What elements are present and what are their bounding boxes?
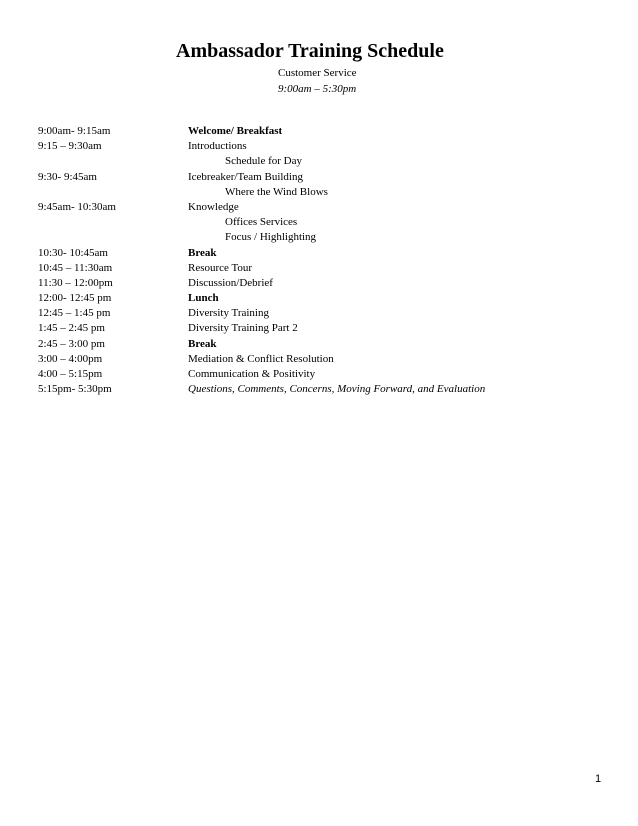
schedule-activity: Introductions bbox=[188, 140, 247, 153]
schedule-activity: Resource Tour bbox=[188, 261, 253, 274]
schedule-subitem: Offices Services bbox=[225, 216, 298, 229]
schedule-time: 4:00 – 5:15pm bbox=[38, 368, 103, 380]
schedule-time: 11:30 – 12:00pm bbox=[38, 276, 113, 289]
schedule-time: 5:15pm- 5:30pm bbox=[38, 383, 112, 396]
schedule-time: 1:45 – 2:45 pm bbox=[38, 322, 105, 335]
schedule-row bbox=[0, 382, 638, 397]
schedule-activity: Communication & Positivity bbox=[188, 368, 316, 380]
schedule-activity: Discussion/Debrief bbox=[188, 276, 273, 289]
schedule-subitem-row bbox=[0, 154, 638, 169]
schedule-time: 12:45 – 1:45 pm bbox=[38, 307, 111, 320]
schedule-row bbox=[0, 367, 638, 382]
schedule-activity: Welcome/ Breakfast bbox=[188, 125, 283, 137]
schedule-time: 10:30- 10:45am bbox=[38, 246, 108, 259]
document-title: Ambassador Training Schedule bbox=[176, 40, 444, 62]
schedule-subitem: Where the Wind Blows bbox=[225, 185, 328, 198]
schedule-time: 12:00- 12:45 pm bbox=[38, 292, 112, 305]
schedule-activity: Questions, Comments, Concerns, Moving Forward, and Evaluation bbox=[188, 383, 486, 396]
schedule-activity: Lunch bbox=[188, 292, 219, 305]
schedule-activity: Break bbox=[188, 337, 217, 350]
schedule-time: 9:45am- 10:30am bbox=[38, 200, 116, 213]
schedule-row bbox=[0, 276, 638, 291]
schedule-activity: Knowledge bbox=[188, 200, 239, 213]
schedule-activity: Break bbox=[188, 246, 217, 259]
schedule-subitem-row bbox=[0, 230, 638, 245]
schedule-time: 9:30- 9:45am bbox=[38, 170, 97, 183]
schedule-subitem-row bbox=[0, 215, 638, 230]
schedule-time: 2:45 – 3:00 pm bbox=[38, 337, 105, 350]
schedule-row bbox=[0, 200, 638, 215]
schedule-subitem-row bbox=[0, 185, 638, 200]
schedule-row bbox=[0, 291, 638, 306]
schedule-subitem: Focus / Highlighting bbox=[225, 231, 317, 244]
schedule-time: 3:00 – 4:00pm bbox=[38, 352, 103, 365]
schedule-activity: Icebreaker/Team Building bbox=[188, 170, 303, 183]
schedule-row bbox=[0, 170, 638, 185]
schedule-activity: Diversity Training Part 2 bbox=[188, 322, 298, 335]
schedule-row bbox=[0, 352, 638, 367]
schedule-row bbox=[0, 321, 638, 336]
schedule-list bbox=[0, 124, 638, 397]
schedule-time: 10:45 – 11:30am bbox=[38, 261, 113, 274]
schedule-row bbox=[0, 139, 638, 154]
schedule-activity: Diversity Training bbox=[188, 307, 269, 320]
document-subtitle: Customer Service bbox=[278, 67, 357, 79]
schedule-row bbox=[0, 306, 638, 321]
schedule-row bbox=[0, 337, 638, 352]
schedule-row bbox=[0, 261, 638, 276]
schedule-hours: 9:00am – 5:30pm bbox=[278, 83, 357, 95]
schedule-activity: Mediation & Conflict Resolution bbox=[188, 352, 334, 365]
schedule-row bbox=[0, 124, 638, 139]
schedule-time: 9:15 – 9:30am bbox=[38, 140, 102, 153]
schedule-time: 9:00am- 9:15am bbox=[38, 125, 111, 137]
schedule-subitem: Schedule for Day bbox=[225, 155, 302, 168]
page-number: 1 bbox=[595, 773, 602, 785]
schedule-row bbox=[0, 246, 638, 261]
